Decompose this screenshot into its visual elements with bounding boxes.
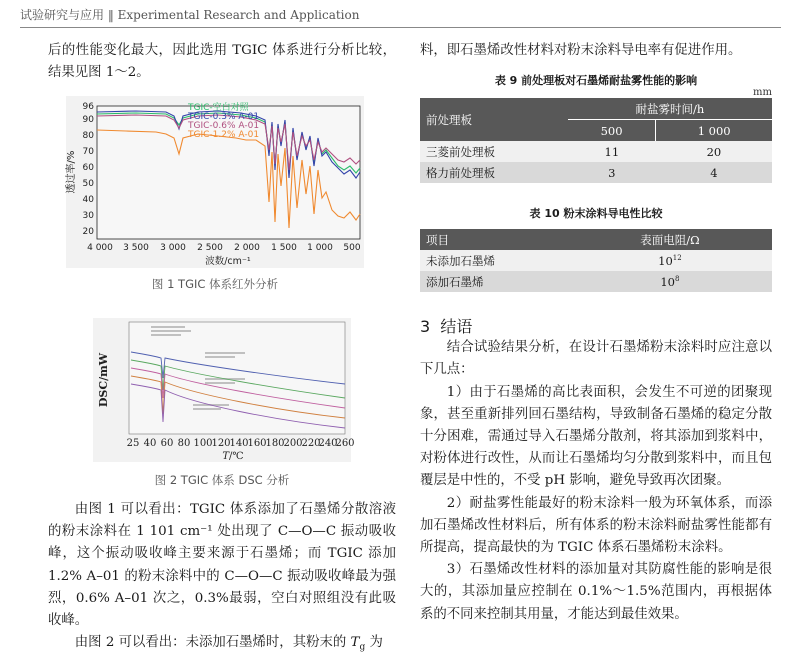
- table-9-cell: 4: [710, 165, 718, 180]
- fig2-note: [151, 326, 185, 328]
- fig1-xtick: 3 000: [160, 243, 186, 253]
- fig2-note: [151, 334, 181, 336]
- fig1-ytick: 20: [82, 227, 94, 237]
- table-10: [420, 229, 772, 292]
- table-10-header: 项目: [420, 229, 568, 250]
- paragraph-fig1-analysis: 由图 1 可以看出：TGIC 体系添加了石墨烯分散溶液的粉末涂料在 1 101 cm⁻¹ 处出现了 C—O—C 振动吸收峰，这个振动吸收峰主要来源于石墨烯；而 TGIC 添加 1.2% A–01 的粉末涂料中的 C—O—C 振动吸收峰最为强烈，0.6% A–01 次之，0.3%最弱，空白对照组没有此吸收峰。: [48, 502, 396, 629]
- fig1-ytick: 90: [82, 115, 94, 125]
- fig1-xtick: 500: [343, 243, 361, 253]
- table-10-base: 10: [660, 274, 675, 289]
- fig1-xtick: 1 000: [307, 243, 333, 253]
- fig1-legend-0.6: TGIC-0.6% A-01: [188, 121, 260, 131]
- fig2-x-axis: [127, 438, 355, 449]
- fig1-ytick: 96: [82, 102, 94, 112]
- section-number: 3: [420, 317, 431, 337]
- fig2-xtick: 100: [193, 438, 213, 449]
- fig1-xtick: 1 500: [271, 243, 297, 253]
- table-9-cell: 格力前处理板: [426, 165, 495, 180]
- right-top-paragraph: 料，即石墨烯改性材料对粉末涂料导电率有促进作用。: [420, 43, 742, 58]
- fig2-xtick: 260: [335, 438, 355, 449]
- running-head: 试验研究与应用 ‖ Experimental Research and Application: [20, 8, 360, 22]
- fig1-xtick: 4 000: [87, 243, 113, 253]
- fig1-xtick: 2 500: [197, 243, 223, 253]
- fig2-xtick: 140: [229, 438, 249, 449]
- table-9-header-row: [420, 98, 772, 120]
- fig2-xtick: 240: [318, 438, 338, 449]
- fig2-xtick: 80: [177, 438, 191, 449]
- fig1-ytick: 60: [82, 163, 94, 173]
- table-row: [420, 162, 772, 183]
- fig2-xtick: 180: [265, 438, 285, 449]
- table-10-exp: 12: [672, 253, 682, 262]
- paragraph-fig2-analysis: [48, 632, 396, 659]
- table-9-cell: 3: [608, 165, 616, 180]
- figure-2-dsc-chart: [93, 318, 355, 462]
- fig2-ylabel: DSC/mW: [97, 352, 110, 408]
- fig1-legend-1.2: TGIC-1.2% A-01: [188, 130, 260, 140]
- fig1-ytick: 70: [82, 147, 94, 157]
- fig2-xlabel-unit: /℃: [229, 451, 244, 462]
- conclusion-item-2: 2）耐盐雾性能最好的粉末涂料一般为环氧体系，而添加石墨烯改性材料后，所有体系的粉末涂料耐盐雾性能都有所提高，提高最快的为 TGIC 体系石墨烯粉末涂料。: [420, 495, 772, 556]
- header-rule: [20, 27, 781, 28]
- fig2-xtick: 120: [211, 438, 231, 449]
- fig1-x-axis: [87, 243, 361, 253]
- figure-1-caption: 图 1 TGIC 体系红外分析: [151, 277, 279, 291]
- fig2-xlabel: [222, 451, 243, 462]
- conclusion-item-1: 1）由于石墨烯的高比表面积，会发生不可逆的团聚现象，甚至重新排列回石墨结构，导致制备石墨烯的稳定分散十分困难，需通过导入石墨烯分散剂，将其添加到浆料中，对粉体进行改性，从而让石墨烯均匀分散到浆料中，而且包覆层是中性的，不受 pH 影响，避免导致再次团聚。: [420, 384, 772, 489]
- table-9-cell: 20: [706, 144, 722, 159]
- figure-2-svg: [93, 318, 355, 462]
- fig1-legend-0.3: TGIC-0.3% A-01: [188, 112, 260, 122]
- figure-2-caption: 图 2 TGIC 体系 DSC 分析: [154, 473, 290, 487]
- fig2-xtick: 200: [283, 438, 303, 449]
- para2-prefix: 由图 2 可以看出：未添加石墨烯时，其粉末的: [74, 635, 351, 651]
- fig2-xtick: 160: [247, 438, 267, 449]
- fig2-xlabel-var: T: [222, 451, 230, 462]
- fig2-xtick: 40: [143, 438, 157, 449]
- conclusion-item-3: 3）石墨烯改性材料的添加量对其防腐性能的影响是很大的，其添加量应控制在 0.1%～1.5%范围内，再根据体系的不同来控制其用量，才能达到最佳效果。: [420, 562, 772, 622]
- left-column: [48, 40, 396, 84]
- table-10-title: 表 10 粉末涂料导电性比较: [529, 207, 663, 221]
- fig1-ylabel: 透过率/%: [66, 150, 77, 194]
- fig2-xtick: 220: [301, 438, 321, 449]
- table-9-cell: 11: [604, 144, 620, 159]
- table-10-header-row: [420, 229, 772, 250]
- fig2-note: [205, 356, 235, 358]
- table-9-subheader: 1 000: [656, 120, 772, 142]
- intro-paragraph: 后的性能变化最大，因此选用 TGIC 体系进行分析比较，结果见图 1～2。: [48, 43, 396, 81]
- fig2-note: [193, 408, 221, 410]
- fig1-xlabel: 波数/cm⁻¹: [205, 256, 251, 267]
- table-10-cell: [568, 271, 772, 292]
- fig1-y-axis: [83, 102, 95, 237]
- figure-1-svg: [66, 96, 364, 268]
- table-9-col-header: 前处理板: [420, 98, 568, 141]
- section-heading: 结语: [440, 317, 473, 337]
- table-9: [420, 98, 772, 183]
- para2-sub: g: [359, 642, 366, 653]
- table-9-subheader: 500: [568, 120, 656, 142]
- table-9-title: 表 9 前处理板对石墨烯耐盐雾性能的影响: [494, 74, 698, 88]
- para2-suffix: 为: [365, 635, 383, 651]
- fig1-ytick: 40: [82, 195, 94, 205]
- fig1-legend: [187, 101, 259, 140]
- table-10-cell: [568, 250, 772, 271]
- figure-1-ir-chart: [66, 96, 364, 268]
- fig2-note: [205, 382, 235, 384]
- table-10-exp: 8: [675, 274, 680, 283]
- right-column: [420, 40, 772, 626]
- table-10-cell: 未添加石墨烯: [426, 253, 495, 268]
- table-row: [420, 250, 772, 271]
- table-9-unit: mm: [753, 87, 772, 99]
- para2-var: T: [350, 635, 360, 651]
- section-3-intro: 结合试验结果分析，在设计石墨烯粉末涂料时应注意以下几点：: [420, 340, 772, 378]
- fig1-ytick: 30: [82, 211, 94, 221]
- fig1-xtick: 2 000: [234, 243, 260, 253]
- fig2-xtick: 60: [160, 438, 174, 449]
- table-row: [420, 271, 772, 292]
- table-9-group-header: 耐盐雾时间/h: [568, 98, 772, 120]
- fig2-xtick: 25: [126, 438, 140, 449]
- fig2-note: [205, 352, 245, 354]
- section-3-title: [420, 314, 772, 337]
- fig2-note: [151, 330, 191, 332]
- table-10-header: 表面电阻/Ω: [568, 229, 772, 250]
- fig1-legend-blank: TGIC-空白对照: [188, 103, 249, 113]
- fig1-ytick: 50: [82, 179, 94, 189]
- table-row: [420, 141, 772, 162]
- table-9-cell: 三菱前处理板: [426, 144, 495, 159]
- table-10-base: 10: [658, 253, 673, 268]
- fig1-ytick: 80: [82, 131, 94, 141]
- table-10-cell: 添加石墨烯: [426, 274, 484, 289]
- fig1-xtick: 3 500: [123, 243, 149, 253]
- left-body: [48, 499, 396, 659]
